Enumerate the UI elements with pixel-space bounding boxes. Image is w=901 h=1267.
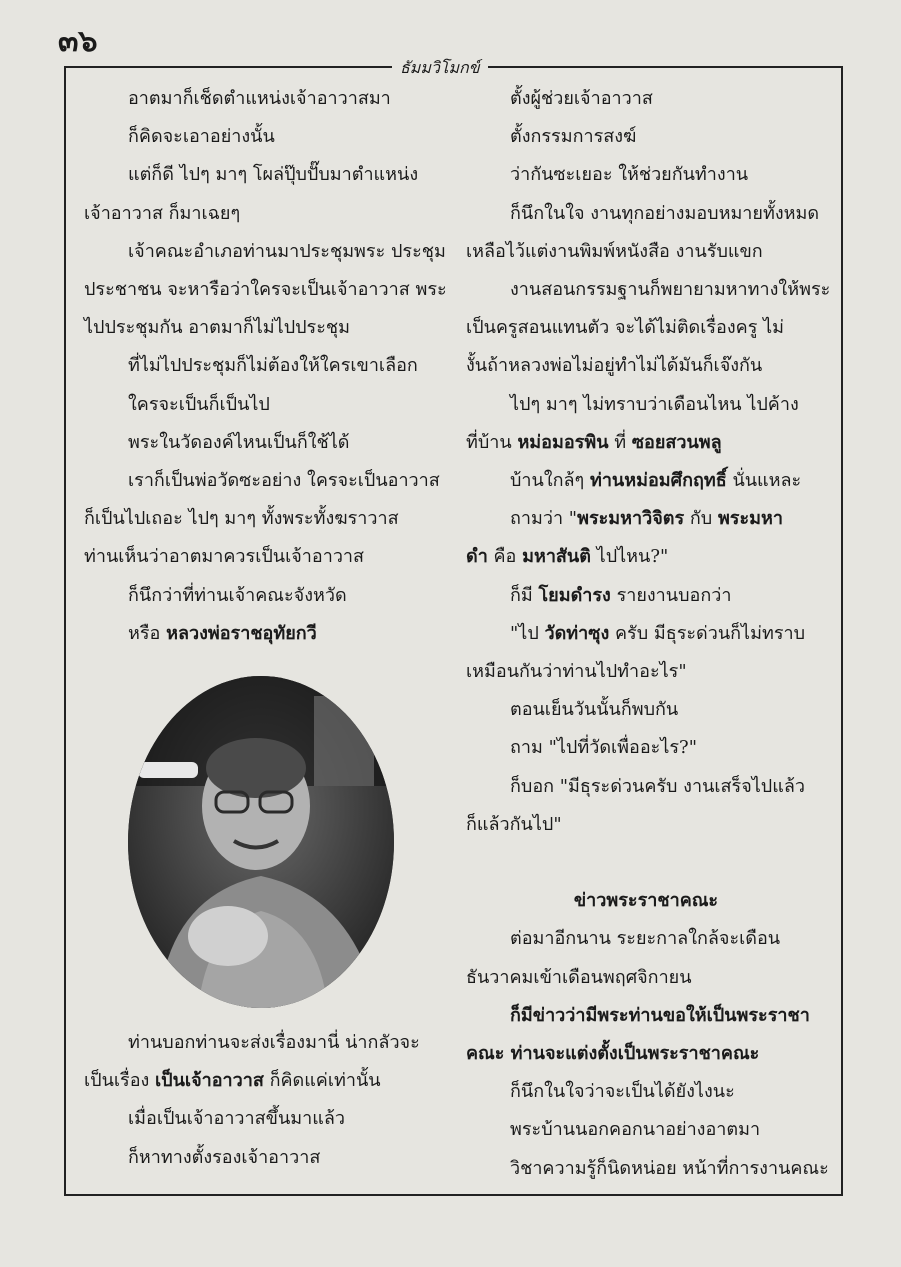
line-text: เจ้าคณะอำเภอท่านมาประชุมพระ ประชุม — [128, 240, 446, 262]
line-text: พระบ้านนอกคอกนาอย่างอาตมา — [510, 1119, 761, 1141]
line-text: ตั้งผู้ช่วยเจ้าอาวาส — [510, 88, 653, 109]
line-text: เหลือไว้แต่งานพิมพ์หนังสือ งานรับแขก — [466, 240, 763, 262]
line-text: ก็นึกว่าที่ท่านเจ้าคณะจังหวัด — [128, 584, 347, 606]
line-bold-text: ซอยสวนพลู — [631, 431, 722, 453]
line-text: เหมือนกันว่าท่านไปทำอะไร" — [466, 661, 687, 683]
text-line — [466, 844, 826, 882]
line-text: วิชาความรู้ก็นิดหน่อย หน้าที่การงานคณะ — [510, 1157, 829, 1179]
text-line — [466, 462, 826, 500]
text-line — [466, 118, 826, 156]
line-bold-text: โยมดำรง — [538, 584, 611, 606]
line-text: ที่บ้าน — [466, 431, 518, 453]
line-text: งั้นถ้าหลวงพ่อไม่อยู่ทำไม่ได้มันก็เจ๊งกัน — [466, 355, 763, 377]
line-text: เป็นครูสอนแทนตัว จะได้ไม่ติดเรื่องครู ไม่ — [466, 317, 785, 339]
text-line — [84, 233, 446, 271]
text-line — [84, 462, 440, 500]
text-line — [466, 768, 826, 806]
text-line — [466, 424, 826, 462]
line-bold-text: เป็นเจ้าอาวาส — [155, 1070, 264, 1092]
line-text: งานสอนกรรมฐานก็พยายามหาทางให้พระ — [510, 279, 831, 301]
text-line — [84, 538, 440, 576]
line-text: ครับ มีธุระด่วนก็ไม่ทราบ — [609, 622, 806, 644]
line-text: ไปไหน?" — [590, 546, 669, 568]
text-line — [84, 1100, 440, 1138]
text-line — [466, 386, 826, 424]
line-bold-text: หลวงพ่อราชอุทัยกวี — [166, 622, 317, 644]
text-line — [466, 233, 826, 271]
line-text: คือ — [487, 546, 523, 568]
line-text: ก็นึกในใจ งานทุกอย่างมอบหมายทั้งหมด — [510, 202, 820, 224]
text-line — [466, 577, 826, 615]
text-line — [466, 156, 826, 194]
text-line — [466, 1150, 829, 1188]
line-text: ตอนเย็นวันนั้นก็พบกัน — [510, 699, 679, 721]
line-bold-text: ดำ — [466, 546, 488, 568]
line-text: เจ้าอาวาส ก็มาเฉยๆ — [84, 202, 241, 224]
line-text: ไปๆ มาๆ ไม่ทราบว่าเดือนไหน ไปค้าง — [510, 393, 799, 415]
text-line — [466, 271, 831, 309]
line-text: ก็เป็นไปเถอะ ไปๆ มาๆ ทั้งพระทั้งฆราวาส — [84, 508, 399, 530]
line-text: ที่ไม่ไปประชุมก็ไม่ต้องให้ใครเขาเลือก — [128, 355, 418, 377]
line-text: ก็หาทางตั้งรองเจ้าอาวาส — [128, 1146, 321, 1168]
line-text: อาตมาก็เช็ดตำแหน่งเจ้าอาวาสมา — [128, 88, 391, 109]
text-line — [466, 347, 826, 385]
portrait-photo-image — [128, 676, 394, 1008]
line-text: ก็นึกในใจว่าจะเป็นได้ยังไงนะ — [510, 1081, 735, 1103]
text-line — [466, 80, 826, 118]
text-line — [466, 1035, 826, 1073]
line-text: ก็บอก "มีธุระด่วนครับ งานเสร็จไปแล้ว — [510, 775, 805, 797]
line-text: นั่นแหละ — [726, 470, 802, 492]
text-line — [84, 1062, 440, 1100]
text-line — [466, 1111, 826, 1149]
line-text: กับ — [684, 508, 718, 530]
text-line — [466, 653, 826, 691]
line-bold-text: ท่านหม่อมศึกฤทธิ์ — [589, 470, 727, 492]
text-line — [466, 959, 826, 997]
line-bold-text: วัดท่าซุง — [544, 622, 610, 644]
text-line — [466, 500, 826, 538]
text-line — [84, 615, 440, 653]
line-text: หรือ — [128, 622, 167, 644]
line-bold-text: พระมหาวิจิตร — [577, 508, 685, 530]
text-line — [84, 1024, 440, 1062]
line-bold-text: ก็มีข่าวว่ามีพระท่านขอให้เป็นพระราชา — [510, 1004, 810, 1026]
line-text: ใครจะเป็นก็เป็นไป — [128, 393, 270, 415]
line-bold-text: ข่าวพระราชาคณะ — [573, 890, 719, 912]
line-text: พระในวัดองค์ไหนเป็นก็ใช้ได้ — [128, 431, 350, 453]
line-text: ธันวาคมเข้าเดือนพฤศจิกายน — [466, 966, 692, 988]
text-line — [84, 347, 440, 385]
line-text: ก็มี — [510, 584, 539, 606]
line-bold-text: พระมหา — [717, 508, 783, 530]
line-text: ก็คิดแค่เท่านั้น — [263, 1070, 381, 1092]
line-text: ก็คิดจะเอาอย่างนั้น — [128, 126, 275, 148]
text-line — [84, 156, 440, 194]
page-header-title: ธัมมวิโมกข์ — [392, 56, 488, 81]
text-line — [84, 577, 440, 615]
right-column — [466, 80, 831, 1188]
line-text: แต่ก็ดี ไปๆ มาๆ โผล่ปุ๊บปั๊บมาตำแหน่ง — [128, 164, 419, 186]
line-text: เมื่อเป็นเจ้าอาวาสขึ้นมาแล้ว — [128, 1108, 345, 1130]
text-line — [466, 806, 826, 844]
text-line — [84, 500, 440, 538]
left-column — [84, 80, 447, 653]
text-line — [84, 424, 440, 462]
line-text: "ไป — [510, 622, 545, 644]
text-line — [466, 920, 826, 958]
text-line — [466, 882, 826, 920]
line-text: รายงานบอกว่า — [610, 584, 732, 606]
text-line — [466, 997, 826, 1035]
line-text: ไปประชุมกัน อาตมาก็ไม่ไปประชุม — [84, 317, 350, 339]
line-text: ก็แล้วกันไป" — [466, 813, 562, 835]
line-bold-text: มหาสันติ — [522, 546, 591, 568]
text-line — [466, 195, 826, 233]
left-column-after-photo — [84, 1024, 440, 1177]
line-bold-text: หม่อมอรพิน — [517, 431, 609, 453]
line-text: ท่านเห็นว่าอาตมาควรเป็นเจ้าอาวาส — [84, 546, 365, 568]
line-text: ถาม "ไปที่วัดเพื่ออะไร?" — [510, 737, 697, 759]
text-line — [466, 615, 826, 653]
text-line — [84, 195, 440, 233]
line-text: เราก็เป็นพ่อวัดซะอย่าง ใครจะเป็นอาวาส — [128, 470, 440, 492]
text-line — [466, 309, 826, 347]
line-text: ตั้งกรรมการสงฆ์ — [510, 126, 637, 148]
portrait-photo — [128, 676, 394, 1008]
text-line — [84, 271, 447, 309]
line-text: ประชาชน จะหารือว่าใครจะเป็นเจ้าอาวาส พระ — [84, 279, 447, 301]
line-text: ท่านบอกท่านจะส่งเรื่องมานี่ น่ากลัวจะ — [128, 1032, 420, 1053]
text-line — [466, 729, 826, 767]
text-line — [466, 1073, 826, 1111]
text-line — [84, 309, 440, 347]
page-number: ๓๖ — [58, 24, 98, 59]
text-line — [84, 1139, 440, 1177]
line-bold-text: คณะ ท่านจะแต่งตั้งเป็นพระราชาคณะ — [466, 1043, 760, 1065]
line-text: ที่ — [608, 431, 632, 453]
text-line — [84, 386, 440, 424]
line-text: ว่ากันซะเยอะ ให้ช่วยกันทำงาน — [510, 164, 749, 186]
line-text: เป็นเรื่อง — [84, 1070, 156, 1092]
text-line — [84, 118, 440, 156]
line-text: ถามว่า " — [510, 508, 578, 530]
text-line — [466, 691, 826, 729]
text-line — [84, 80, 440, 118]
line-text: ต่อมาอีกนาน ระยะกาลใกล้จะเดือน — [510, 928, 781, 950]
text-line — [466, 538, 826, 576]
line-text: บ้านใกล้ๆ — [510, 470, 590, 492]
